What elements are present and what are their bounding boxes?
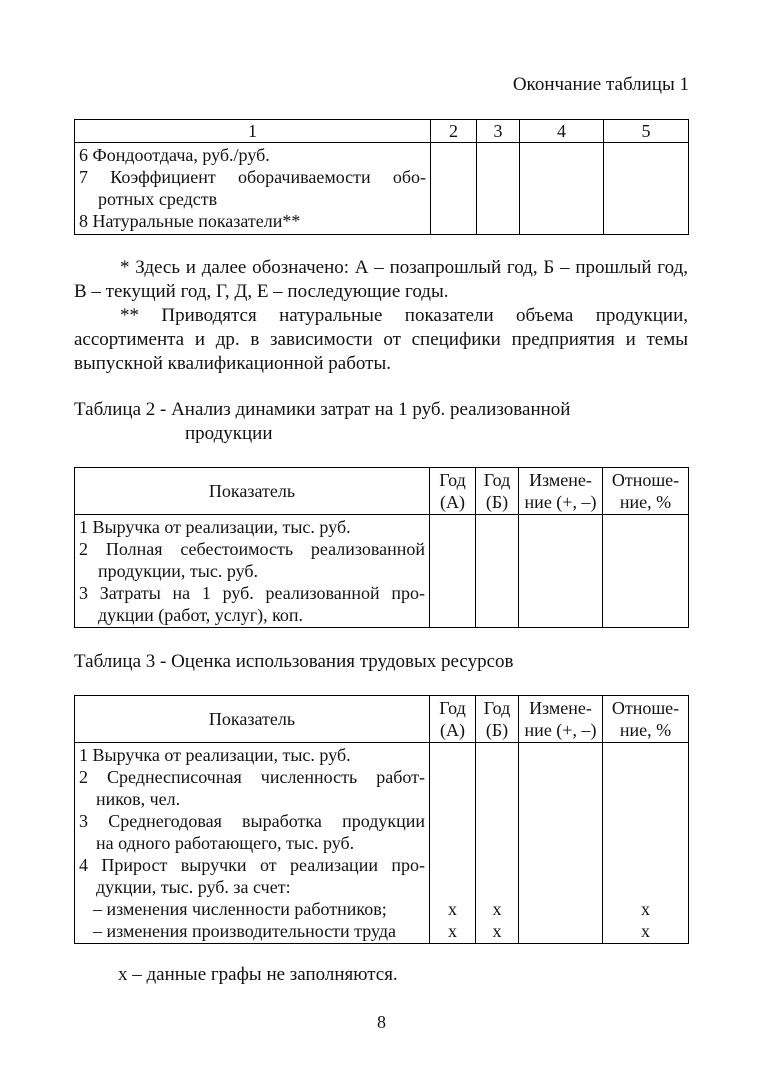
table-cell: [476, 515, 519, 628]
note-years: * Здесь и далее обозначено: А – позапрошлый год, Б – прошлый год, В – текущий год, Г, Д, Е – последующие годы.: [74, 257, 688, 302]
table-row: дукции, тыс. руб. за счет:: [96, 877, 291, 897]
table-row-labels: [75, 743, 430, 944]
note-natural: ** Приводятся натуральные показатели объема продукции, ассортимента и др. в зависимости от специфики предприятия и темы выпускной квалификационной работы.: [74, 305, 688, 374]
table-row: 1 Выручка от реализации, тыс. руб.: [79, 745, 351, 765]
header-year-b: Год (Б): [476, 696, 519, 743]
header-change: Измене- ние (+, –): [519, 468, 603, 515]
table-2-caption: [74, 398, 570, 446]
column-header: 3: [477, 120, 520, 143]
page-number: 8: [377, 1012, 386, 1032]
header-year-a: Год (А): [430, 468, 476, 515]
column-header: 4: [520, 120, 604, 143]
x-mark: х: [492, 921, 502, 941]
table-row-labels: [75, 143, 431, 235]
table-row: 1 Выручка от реализации, тыс. руб.: [79, 517, 351, 537]
table-row: 7 Коэффициент оборачиваемости обо-: [79, 167, 426, 187]
table-row-labels: [75, 515, 430, 628]
table-cell: [603, 743, 689, 944]
table-cell: [519, 515, 603, 628]
header-ratio: Отноше- ние, %: [603, 696, 689, 743]
header-year-a: Год (А): [430, 696, 476, 743]
table-cell: [519, 743, 603, 944]
table-cell: [603, 515, 689, 628]
table-cell: [604, 143, 689, 235]
table-row: 2 Среднесписочная численность работ-: [79, 767, 425, 787]
table-row: 3 Среднегодовая выработка продукции: [79, 811, 425, 831]
x-mark: х: [641, 921, 650, 941]
table-2: [74, 467, 689, 628]
table-row: 4 Прирост выручки от реализации про-: [79, 855, 425, 875]
table-cell: [520, 143, 604, 235]
table-row: продукции, тыс. руб.: [98, 561, 259, 581]
notes: [74, 256, 688, 376]
footnote: х – данные графы не заполняются.: [118, 964, 398, 985]
table-cell: [431, 143, 477, 235]
header-indicator: Показатель: [75, 696, 430, 743]
x-mark: х: [641, 899, 650, 919]
table-3-caption: Таблица 3 - Оценка использования трудовых ресурсов: [74, 651, 514, 672]
table-row: ников, чел.: [96, 789, 181, 809]
table-row: 2 Полная себестоимость реализованной: [79, 539, 425, 559]
x-mark: х: [448, 899, 457, 919]
table-row: – изменения численности работников;: [93, 899, 387, 919]
column-header: 5: [604, 120, 689, 143]
caption-line: Таблица 2 - Анализ динамики затрат на 1 руб. реализованной: [74, 399, 571, 420]
table-row: 6 Фондоотдача, руб./руб.: [79, 145, 270, 165]
continuation-title: Окончание таблицы 1: [512, 74, 689, 95]
table-row: – изменения производительности труда: [93, 921, 397, 941]
table-1-end: [74, 119, 689, 235]
table-cell: [476, 743, 519, 944]
table-row: дукции (работ, услуг), коп.: [98, 605, 304, 625]
header-ratio: Отноше- ние, %: [603, 468, 689, 515]
table-row: на одного работающего, тыс. руб.: [96, 833, 355, 853]
header-indicator: Показатель: [75, 468, 430, 515]
header-year-b: Год (Б): [476, 468, 519, 515]
table-cell: [477, 143, 520, 235]
table-row: 8 Натуральные показатели**: [79, 211, 301, 231]
x-mark: х: [448, 921, 457, 941]
table-row: ротных средств: [98, 189, 218, 209]
table-3: [74, 695, 689, 944]
column-header: 2: [431, 120, 477, 143]
table-row: 3 Затраты на 1 руб. реализованной про-: [79, 583, 425, 603]
column-header: 1: [75, 120, 431, 143]
x-mark: х: [492, 899, 502, 919]
table-cell: [430, 743, 476, 944]
table-cell: [430, 515, 476, 628]
caption-line: продукции: [185, 423, 273, 444]
header-change: Измене- ние (+, –): [519, 696, 603, 743]
